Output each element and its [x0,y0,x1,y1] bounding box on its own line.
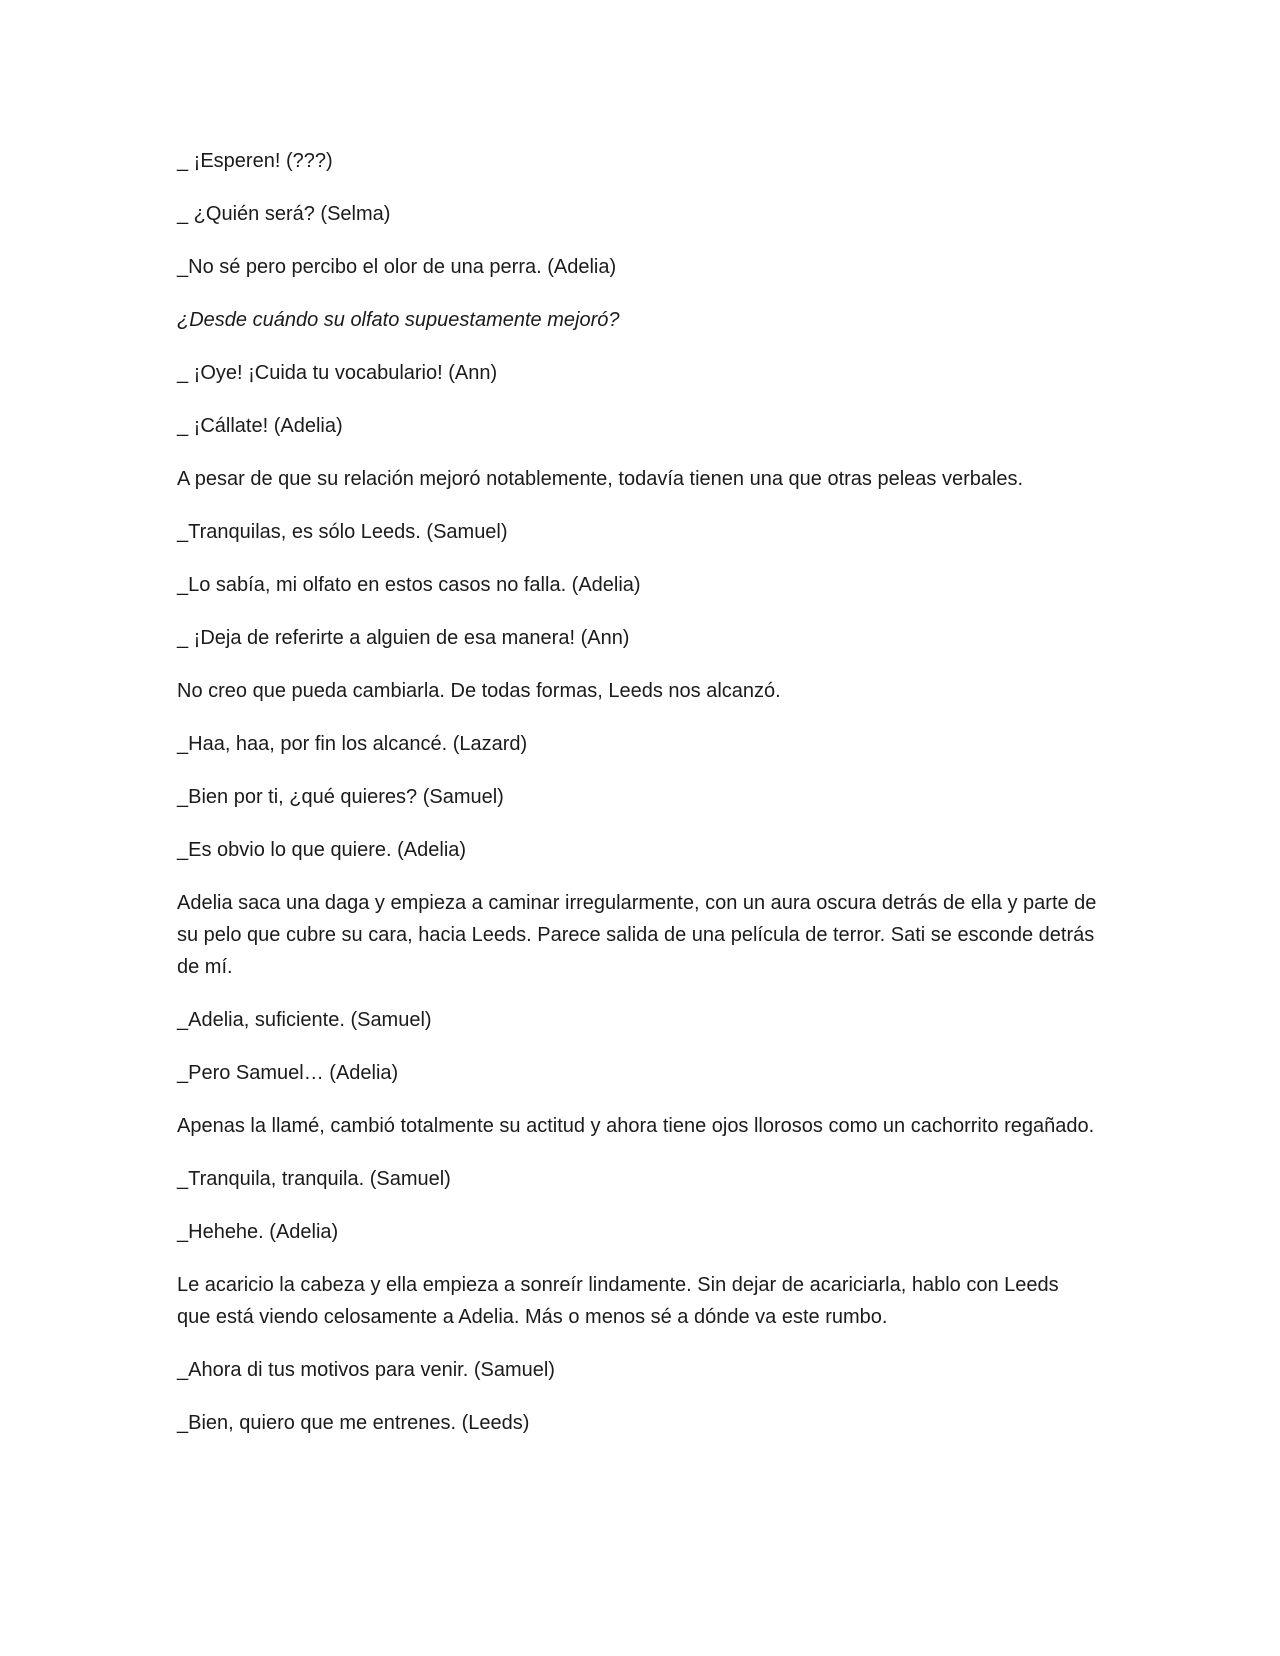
paragraph-15: Adelia saca una daga y empieza a caminar irregularmente, con un aura oscura detrás de ella y parte de su pelo que cubre su cara, hacia Leeds. Parece salida de una película de terror. Sati se esconde detrás de mí. [177,892,1097,978]
paragraph-2: _ ¿Quién será? (Selma) [177,203,391,225]
paragraph-5: _ ¡Oye! ¡Cuida tu vocabulario! (Ann) [177,362,498,384]
paragraph-1: _ ¡Esperen! (???) [177,150,333,172]
paragraph-20: _Hehehe. (Adelia) [177,1221,339,1243]
paragraph-7: A pesar de que su relación mejoró notablemente, todavía tienen una que otras peleas verbales. [177,468,1024,490]
paragraph-11: No creo que pueda cambiarla. De todas formas, Leeds nos alcanzó. [177,680,781,702]
paragraph-12: _Haa, haa, por fin los alcancé. (Lazard) [177,733,528,755]
paragraph-4: ¿Desde cuándo su olfato supuestamente mejoró? [177,309,620,331]
paragraph-18: Apenas la llamé, cambió totalmente su actitud y ahora tiene ojos llorosos como un cachorrito regañado. [177,1115,1095,1137]
paragraph-22: _Ahora di tus motivos para venir. (Samuel) [177,1359,555,1381]
paragraph-21: Le acaricio la cabeza y ella empieza a sonreír lindamente. Sin dejar de acariciarla, hablo con Leeds que está viendo celosamente a Adelia. Más o menos sé a dónde va este rumbo. [177,1274,1059,1328]
paragraph-23: _Bien, quiero que me entrenes. (Leeds) [177,1412,530,1434]
paragraph-14: _Es obvio lo que quiere. (Adelia) [177,839,467,861]
paragraph-10: _ ¡Deja de referirte a alguien de esa manera! (Ann) [177,627,630,649]
document-body [177,145,1097,1460]
paragraph-13: _Bien por ti, ¿qué quieres? (Samuel) [177,786,504,808]
paragraph-19: _Tranquila, tranquila. (Samuel) [177,1168,451,1190]
paragraph-9: _Lo sabía, mi olfato en estos casos no falla. (Adelia) [177,574,641,596]
paragraph-6: _ ¡Cállate! (Adelia) [177,415,343,437]
paragraph-16: _Adelia, suficiente. (Samuel) [177,1009,432,1031]
paragraph-8: _Tranquilas, es sólo Leeds. (Samuel) [177,521,508,543]
paragraph-17: _Pero Samuel… (Adelia) [177,1062,399,1084]
paragraph-3: _No sé pero percibo el olor de una perra. (Adelia) [177,256,617,278]
